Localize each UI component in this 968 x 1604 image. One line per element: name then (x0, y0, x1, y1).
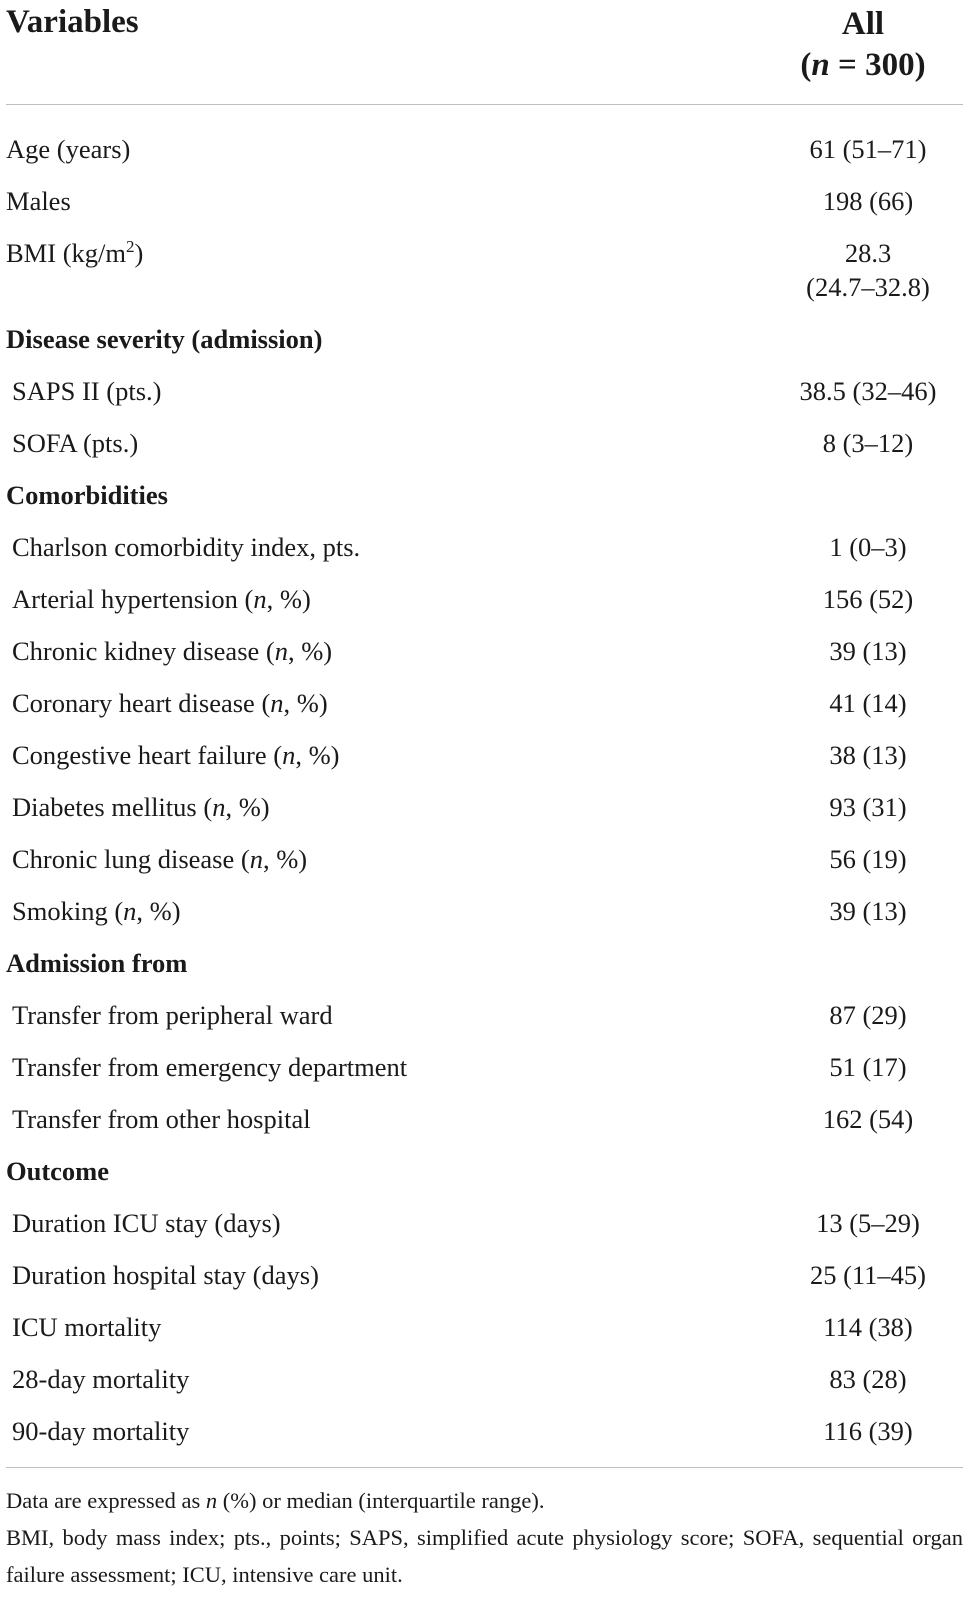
row-value: 162 (54) (822, 1104, 914, 1134)
all-column-header (783, 4, 943, 86)
row-value: 61 (51–71) (809, 134, 927, 164)
row-value: 25 (11–45) (809, 1260, 927, 1290)
table-row (6, 677, 963, 729)
row-value: 51 (17) (829, 1052, 907, 1082)
suffix-open: ( (196, 792, 213, 822)
table-row (6, 625, 963, 677)
table-row (6, 417, 963, 469)
row-value: 13 (5–29) (816, 1208, 920, 1238)
suffix-open: ( (107, 896, 124, 926)
row-label-text: Congestive heart failure (12, 740, 267, 770)
table-row (6, 1405, 963, 1457)
section-heading (6, 937, 963, 989)
table-header (6, 0, 963, 104)
row-label: Transfer from other hospital (12, 1104, 311, 1134)
row-label: SAPS II (pts.) (12, 376, 162, 406)
row-label: 28-day mortality (12, 1364, 190, 1394)
table-row (6, 989, 963, 1041)
n-symbol: n (270, 688, 284, 718)
n-symbol: n (274, 636, 288, 666)
table-row (6, 227, 963, 313)
bmi-label: BMI (kg/m (6, 238, 126, 268)
row-value: 116 (39) (823, 1416, 913, 1446)
suffix-rest: , %) (295, 740, 340, 770)
row-value: 39 (13) (829, 896, 907, 926)
row-label-text: Coronary heart disease (12, 688, 255, 718)
suffix-open: ( (259, 636, 275, 666)
section-label: Comorbidities (6, 480, 168, 510)
row-label: ICU mortality (12, 1312, 162, 1342)
row-label (6, 686, 773, 720)
table-row (6, 1093, 963, 1145)
row-label: Males (6, 186, 71, 216)
bmi-label-close: ) (134, 238, 144, 268)
footnote-abbreviations: BMI, body mass index; pts., points; SAPS, simplified acute physiology score; SOFA, sequential organ failure assessment; ICU, intensive care unit. (6, 1525, 963, 1587)
table-row (6, 573, 963, 625)
suffix-open: ( (234, 844, 250, 874)
row-label: Transfer from peripheral ward (12, 1000, 333, 1030)
table-row (6, 729, 963, 781)
superscript: 2 (126, 237, 135, 256)
section-label: Disease severity (admission) (6, 324, 323, 354)
n-symbol: n (282, 740, 296, 770)
row-value: 38 (13) (829, 740, 907, 770)
n-symbol: n (249, 844, 263, 874)
table-row (6, 833, 963, 885)
row-label: Duration hospital stay (days) (12, 1260, 319, 1290)
table-row (6, 521, 963, 573)
row-label-text: Smoking (12, 896, 108, 926)
n-symbol: n (205, 1488, 218, 1513)
n-symbol: n (123, 896, 137, 926)
table-row (6, 365, 963, 417)
variables-column-header: Variables (6, 4, 139, 40)
table-body (6, 105, 963, 1457)
row-label-text: Chronic kidney disease (12, 636, 260, 666)
row-label: Duration ICU stay (days) (12, 1208, 281, 1238)
row-value: 114 (38) (823, 1312, 913, 1342)
suffix-rest: , %) (225, 792, 270, 822)
row-label (6, 236, 773, 270)
suffix-rest: , %) (136, 896, 181, 926)
all-label: All (841, 6, 885, 42)
table-row (6, 781, 963, 833)
suffix-rest: , %) (283, 688, 328, 718)
sample-size: (n = 300) (800, 47, 926, 83)
table-row (6, 885, 963, 937)
suffix-rest: , %) (262, 844, 308, 874)
row-label: Age (years) (6, 134, 131, 164)
suffix-rest: , %) (287, 636, 333, 666)
table-row (6, 1353, 963, 1405)
row-value: 93 (31) (829, 792, 907, 822)
row-label (6, 894, 773, 928)
row-value: 1 (0–3) (829, 532, 907, 562)
suffix-rest: , %) (266, 584, 311, 614)
row-label (6, 842, 773, 876)
section-label: Admission from (6, 948, 188, 978)
row-label: Transfer from emergency department (12, 1052, 408, 1082)
row-label (6, 790, 773, 824)
suffix-open: ( (266, 740, 283, 770)
n-symbol: n (811, 47, 830, 83)
row-label-text: Diabetes mellitus (12, 792, 197, 822)
table-row (6, 1041, 963, 1093)
row-value: 87 (29) (829, 1000, 907, 1030)
table-row (6, 1197, 963, 1249)
row-value: 41 (14) (829, 688, 907, 718)
row-label: Charlson comorbidity index, pts. (12, 532, 361, 562)
row-value: 56 (19) (829, 844, 907, 874)
section-heading (6, 469, 963, 521)
row-value: 28.3 (24.7–32.8) (806, 238, 930, 302)
footnote-line-1 (6, 1482, 963, 1519)
row-value: 38.5 (32–46) (799, 376, 937, 406)
section-heading (6, 313, 963, 365)
row-value: 198 (66) (822, 186, 914, 216)
row-label: SOFA (pts.) (12, 428, 139, 458)
table-row (6, 123, 963, 175)
row-label-text: Arterial hypertension (12, 584, 238, 614)
row-label (6, 738, 773, 772)
footnote-text: Data are expressed as (6, 1488, 206, 1513)
row-label-text: Chronic lung disease (12, 844, 235, 874)
n-value: = 300) (829, 47, 926, 83)
row-value: 83 (28) (829, 1364, 907, 1394)
row-value: 8 (3–12) (822, 428, 914, 458)
suffix-open: ( (237, 584, 254, 614)
row-value: 156 (52) (822, 584, 914, 614)
row-label (6, 634, 773, 668)
table-row (6, 175, 963, 227)
footnote-text: (%) or median (interquartile range). (217, 1488, 545, 1513)
characteristics-table (6, 0, 963, 1593)
section-heading (6, 1145, 963, 1197)
n-symbol: n (212, 792, 226, 822)
suffix-open: ( (254, 688, 271, 718)
section-label: Outcome (6, 1156, 110, 1186)
row-label (6, 582, 773, 616)
table-row (6, 1301, 963, 1353)
row-value: 39 (13) (829, 636, 907, 666)
n-symbol: n (253, 584, 267, 614)
table-row (6, 1249, 963, 1301)
row-label: 90-day mortality (12, 1416, 190, 1446)
table-footnote (6, 1468, 963, 1593)
